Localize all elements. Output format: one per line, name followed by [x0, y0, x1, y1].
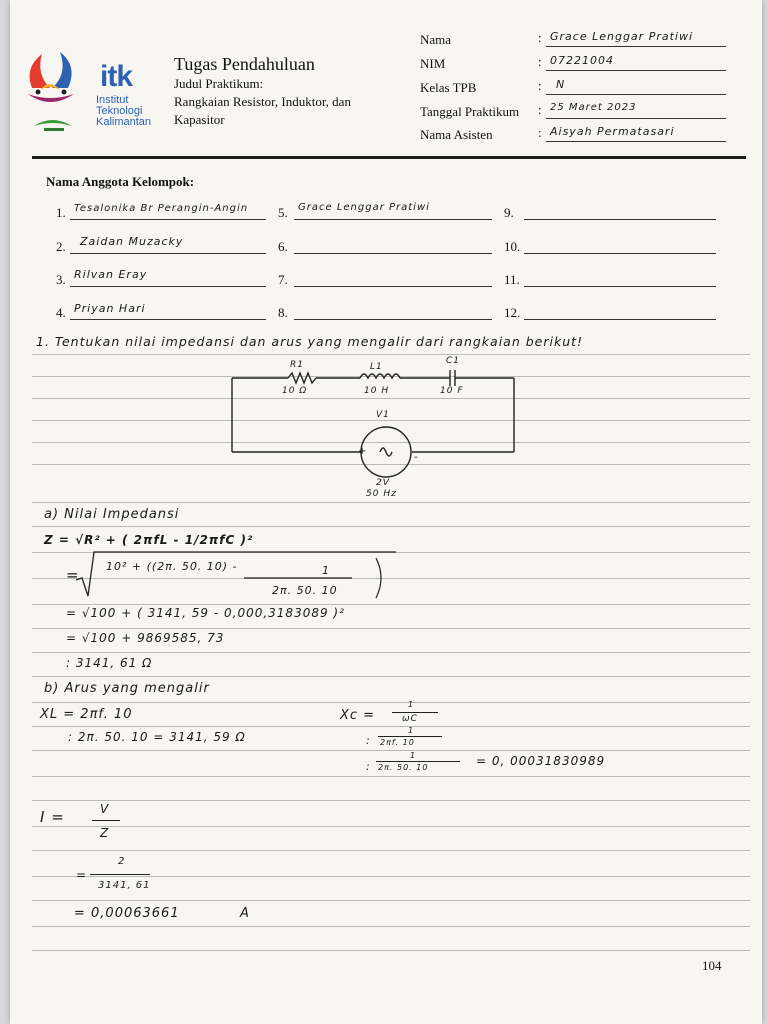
- judul-label: Judul Praktikum:: [174, 76, 264, 91]
- field-value-asisten[interactable]: Aisyah Permatasari: [550, 125, 675, 138]
- xc-step2-bottom: 2π. 50. 10: [378, 763, 429, 772]
- field-label-nim: NIM: [420, 56, 446, 71]
- field-value-nama[interactable]: Grace Lenggar Pratiwi: [550, 30, 694, 43]
- worksheet-page: itk Institut Teknologi Kalimantan Tugas Pendahuluan Judul Praktikum: Rangkaian Resistor, Induktor, dan Kapasitor Nama : Grace Lenggar Pratiwi NIM : 07221004 Kelas TPB : N Tanggal Praktikum : 25 Maret 2023 Nama Asisten : Aisyah Permatasari Nama Anggota Kelompok: 1. Tesalonika Br Perangin-Angin 2. Zaidan Muzacky 3. Rilvan Eray 4. Priyan Hari 5. Grace Lenggar Pratiwi 6. 7. 8. 9. 10. 11. 12. 1. Tentukan nilai impedansi dan arus yang mengalir dari rangkaian berikut! R1 10 Ω L1 10 H C1 10 F V1 + - 2V 50 Hz a) Nilai Impedansi Z = √R² + ( 2πfL - 1/2πfC )² = 10² + ((2π. 50. 10) - 1 2π. 50. 10 = √100 + ( 3141, 59 - 0,000,3183089 )² = √100 + 9869585, 73 : 3141, 61 Ω b) Arus yang mengalir XL = 2πf. 10 : 2π. 50. 10 = 3141, 59 Ω Xc = 1 ωC : 1 2πf. 10 : 1 2π. 50. 10 = 0, 00031830989 I = V Z = 2 3141, 61 = 0,00063661 A 104: [10, 0, 762, 1024]
- source-voltage: 2V: [376, 478, 390, 488]
- field-value-kelas[interactable]: N: [556, 78, 566, 91]
- source-minus: -: [414, 452, 419, 463]
- xc-formula-top: 1: [408, 700, 415, 709]
- r1-value: 10 Ω: [282, 386, 308, 396]
- source-frequency: 50 Hz: [366, 489, 397, 499]
- radical-sign: [76, 550, 406, 602]
- c1-label: C1: [446, 356, 461, 366]
- member-name-7[interactable]: [294, 286, 492, 287]
- source-plus: +: [358, 446, 368, 457]
- step1-numerator: 10² + ((2π. 50. 10) -: [106, 560, 238, 573]
- impedance-result: : 3141, 61 Ω: [66, 656, 153, 670]
- member-name-4[interactable]: Priyan Hari: [74, 302, 146, 315]
- impedance-step3: = √100 + 9869585, 73: [66, 631, 225, 645]
- member-name-6[interactable]: [294, 253, 492, 254]
- current-label: I =: [40, 808, 65, 826]
- impedance-step2: = √100 + ( 3141, 59 - 0,000,3183089 )²: [66, 606, 345, 620]
- member-name-9[interactable]: [524, 219, 716, 220]
- current-step-top: 2: [118, 856, 126, 867]
- v1-label: V1: [376, 410, 390, 420]
- step1-frac-bottom: 2π. 50. 10: [272, 584, 338, 597]
- member-name-11[interactable]: [524, 286, 716, 287]
- page-title: Tugas Pendahuluan: [174, 54, 315, 74]
- members-heading: Nama Anggota Kelompok:: [46, 174, 195, 189]
- r1-label: R1: [290, 360, 304, 370]
- header-divider: [32, 156, 746, 159]
- institution-name: Institut Teknologi Kalimantan: [96, 94, 152, 128]
- resistor-symbol: [288, 373, 316, 383]
- current-step-bottom: 3141, 61: [98, 880, 151, 891]
- member-name-8[interactable]: [294, 319, 492, 320]
- l1-value: 10 H: [364, 386, 390, 396]
- c1-value: 10 F: [440, 386, 464, 396]
- field-label-nama: Nama: [420, 32, 452, 47]
- impedance-formula: Z = √R² + ( 2πfL - 1/2πfC )²: [44, 533, 254, 547]
- xc-step-bottom: 2πf. 10: [380, 738, 415, 747]
- part-b-title: b) Arus yang mengalir: [44, 681, 210, 696]
- member-name-2[interactable]: Zaidan Muzacky: [80, 235, 184, 248]
- field-value-tanggal[interactable]: 25 Maret 2023: [550, 102, 637, 113]
- l1-label: L1: [370, 362, 383, 372]
- current-result: = 0,00063661: [74, 906, 180, 921]
- inductor-symbol: [360, 374, 400, 378]
- judul-value-line-1: Rangkaian Resistor, Induktor, dan: [174, 94, 351, 109]
- xc-result: = 0, 00031830989: [476, 754, 606, 768]
- member-name-3[interactable]: Rilvan Eray: [74, 268, 148, 281]
- page-number: 104: [702, 958, 722, 973]
- question-text: 1. Tentukan nilai impedansi dan arus yang mengalir dari rangkaian berikut!: [36, 334, 584, 349]
- current-unit: A: [240, 906, 250, 921]
- member-name-1[interactable]: Tesalonika Br Perangin-Angin: [74, 203, 249, 214]
- member-name-12[interactable]: [524, 319, 716, 320]
- xc-formula-bottom: ωC: [402, 714, 418, 724]
- itk-emblem-logo: [20, 48, 100, 140]
- field-label-kelas: Kelas TPB: [420, 80, 477, 95]
- xl-formula: XL = 2πf. 10: [40, 707, 133, 722]
- member-name-10[interactable]: [524, 253, 716, 254]
- part-a-title: a) Nilai Impedansi: [44, 507, 180, 522]
- member-name-5[interactable]: Grace Lenggar Pratiwi: [298, 202, 430, 213]
- step1-frac-top: 1: [322, 564, 330, 577]
- field-label-asisten: Nama Asisten: [420, 127, 493, 142]
- xc-label: Xc =: [340, 708, 376, 723]
- judul-value-line-2: Kapasitor: [174, 112, 225, 127]
- field-label-tanggal: Tanggal Praktikum: [420, 104, 520, 119]
- rlc-circuit-diagram: [220, 356, 520, 506]
- current-frac-bottom: Z: [100, 826, 110, 840]
- current-frac-top: V: [100, 802, 110, 816]
- xl-value: : 2π. 50. 10 = 3141, 59 Ω: [68, 730, 246, 744]
- itk-logo-mark: itk: [100, 60, 133, 93]
- field-value-nim[interactable]: 07221004: [550, 54, 614, 67]
